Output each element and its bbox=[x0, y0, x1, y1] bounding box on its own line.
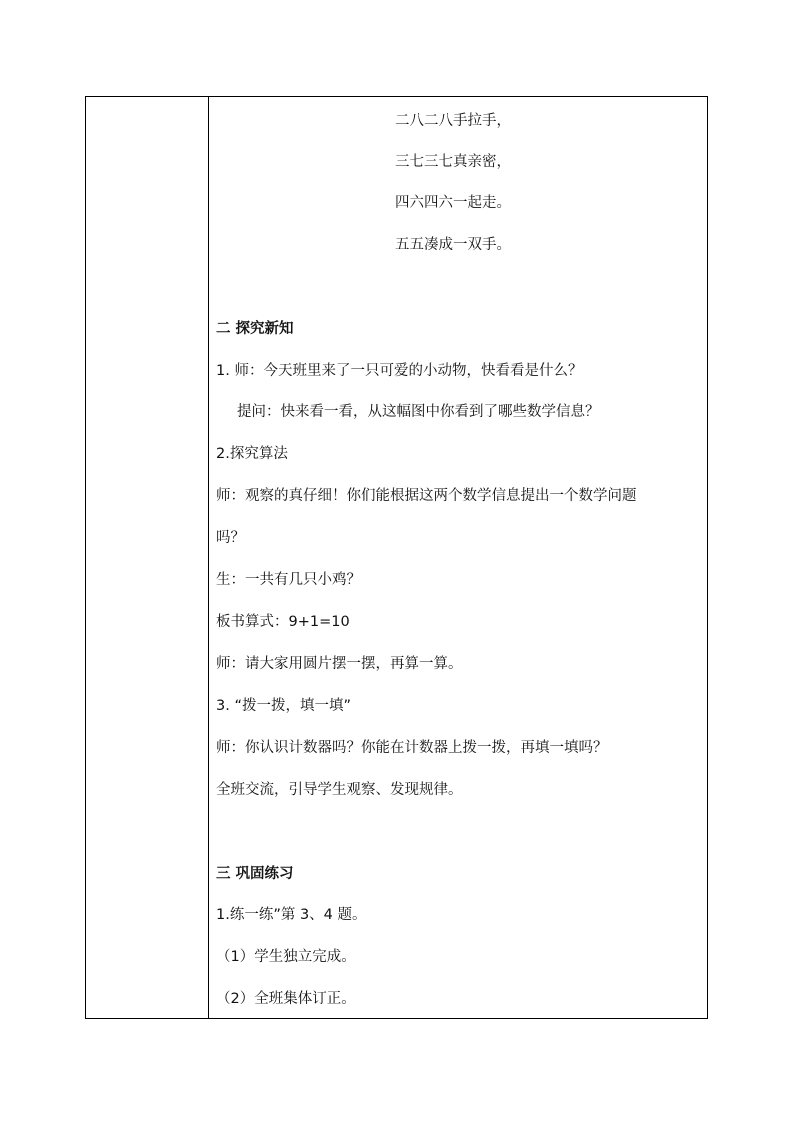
section2-line-4: 师：观察的真仔细！你们能根据这两个数学信息提出一个数学问题 bbox=[216, 488, 637, 504]
section2-line-5: 吗？ bbox=[216, 530, 245, 546]
section2-line-8: 师：请大家用圆片摆一摆，再算一算。 bbox=[216, 656, 463, 672]
lesson-plan-table bbox=[85, 96, 708, 1019]
poem-line-3: 四六四六一起走。 bbox=[395, 195, 511, 211]
section2-line-6: 生：一共有几只小鸡？ bbox=[216, 572, 361, 588]
section2-heading: 二 探究新知 bbox=[216, 321, 294, 337]
section2-line-11: 全班交流，引导学生观察、发现规律。 bbox=[216, 782, 463, 798]
section2-line-9: 3. “拨一拨，填一填” bbox=[216, 698, 351, 714]
section3-heading: 三 巩固练习 bbox=[216, 866, 294, 882]
section2-line-3: 2.探究算法 bbox=[216, 446, 288, 462]
section2-line-1: 1. 师：今天班里来了一只可爱的小动物，快看看是什么？ bbox=[216, 363, 583, 379]
section3-line-2: （1）学生独立完成。 bbox=[216, 949, 356, 965]
column-divider bbox=[208, 97, 209, 1018]
section3-line-1: 1.练一练”第 3、4 题。 bbox=[216, 907, 367, 923]
poem-line-2: 三七三七真亲密， bbox=[395, 154, 511, 170]
poem-line-4: 五五凑成一双手。 bbox=[395, 237, 511, 253]
section2-line-10: 师：你认识计数器吗？你能在计数器上拨一拨，再填一填吗？ bbox=[216, 740, 608, 756]
section3-line-3: （2）全班集体订正。 bbox=[216, 991, 356, 1007]
section2-line-2: 提问：快来看一看，从这幅图中你看到了哪些数学信息？ bbox=[237, 404, 600, 420]
poem-line-1: 二八二八手拉手， bbox=[395, 113, 511, 129]
section2-line-7: 板书算式：9+1=10 bbox=[216, 614, 350, 630]
